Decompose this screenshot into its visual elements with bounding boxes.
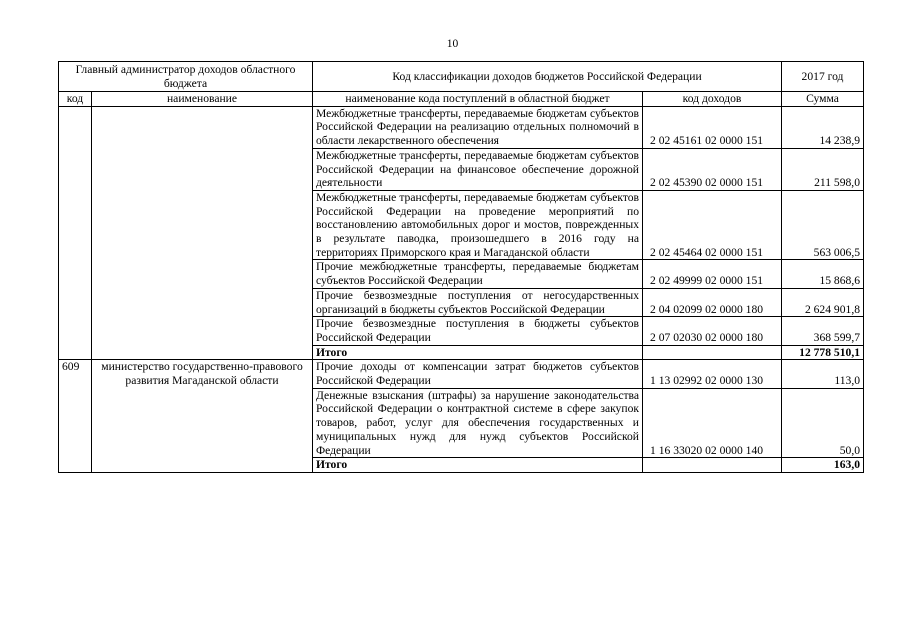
- header-admin-group: Главный администратор доходов областного бюджета: [59, 62, 313, 92]
- income-code: 1 13 02992 02 0000 130: [643, 360, 782, 388]
- income-name: Прочие безвозмездные поступления в бюджеты субъектов Российской Федерации: [313, 317, 643, 345]
- income-sum: 50,0: [782, 388, 864, 458]
- income-code: 2 04 02099 02 0000 180: [643, 288, 782, 316]
- total-code-cell: [643, 345, 782, 360]
- income-code: 2 02 45161 02 0000 151: [643, 106, 782, 148]
- income-sum: 14 238,9: [782, 106, 864, 148]
- total-sum: 163,0: [782, 458, 864, 473]
- header-col-income-name: наименование кода поступлений в областной бюджет: [313, 92, 643, 107]
- income-name: Межбюджетные трансферты, передаваемые бюджетам субъектов Российской Федерации на финансовое обеспечение дорожной деятельности: [313, 148, 643, 190]
- header-year: 2017 год: [782, 62, 864, 92]
- income-code: 2 02 49999 02 0000 151: [643, 260, 782, 288]
- total-label: Итого: [313, 458, 643, 473]
- table-row: [59, 360, 864, 388]
- income-name: Прочие доходы от компенсации затрат бюджетов субъектов Российской Федерации: [313, 360, 643, 388]
- total-code-cell: [643, 458, 782, 473]
- admin-code-cell: [59, 106, 92, 360]
- income-code: 1 16 33020 02 0000 140: [643, 388, 782, 458]
- income-code: 2 02 45464 02 0000 151: [643, 190, 782, 260]
- header-col-sum: Сумма: [782, 92, 864, 107]
- income-sum: 211 598,0: [782, 148, 864, 190]
- header-classification-group: Код классификации доходов бюджетов Российской Федерации: [313, 62, 782, 92]
- income-sum: 113,0: [782, 360, 864, 388]
- table-row: [59, 106, 864, 148]
- income-sum: 368 599,7: [782, 317, 864, 345]
- page-number: 10: [446, 38, 459, 50]
- header-col-code: код: [59, 92, 92, 107]
- income-sum: 563 006,5: [782, 190, 864, 260]
- header-row-columns: [59, 92, 864, 107]
- income-name: Межбюджетные трансферты, передаваемые бюджетам субъектов Российской Федерации на реализацию отдельных полномочий в области лекарственного обеспечения: [313, 106, 643, 148]
- income-name: Денежные взыскания (штрафы) за нарушение законодательства Российской Федерации о контрактной системе в сфере закупок товаров, работ, услуг для обеспечения государственных и муниципальных нужд для нужд субъектов Российской Федерации: [313, 388, 643, 458]
- budget-income-table: [58, 61, 864, 473]
- header-col-name: наименование: [92, 92, 313, 107]
- income-sum: 15 868,6: [782, 260, 864, 288]
- total-label: Итого: [313, 345, 643, 360]
- income-name: Прочие межбюджетные трансферты, передаваемые бюджетам субъектов Российской Федерации: [313, 260, 643, 288]
- income-name: Прочие безвозмездные поступления от негосударственных организаций в бюджеты субъектов Российской Федерации: [313, 288, 643, 316]
- income-name: Межбюджетные трансферты, передаваемые бюджетам субъектов Российской Федерации на проведение мероприятий по восстановлению автомобильных дорог и мостов, поврежденных в результате паводка, произошедшего в 2016 году на территориях Приморского края и Магаданской области: [313, 190, 643, 260]
- header-row-group: [59, 62, 864, 92]
- total-sum: 12 778 510,1: [782, 345, 864, 360]
- admin-name: министерство государственно-правового развития Магаданской области: [92, 360, 313, 473]
- admin-code: 609: [59, 360, 92, 473]
- income-code: 2 07 02030 02 0000 180: [643, 317, 782, 345]
- header-col-income-code: код доходов: [643, 92, 782, 107]
- admin-name-cell: [92, 106, 313, 360]
- income-sum: 2 624 901,8: [782, 288, 864, 316]
- income-code: 2 02 45390 02 0000 151: [643, 148, 782, 190]
